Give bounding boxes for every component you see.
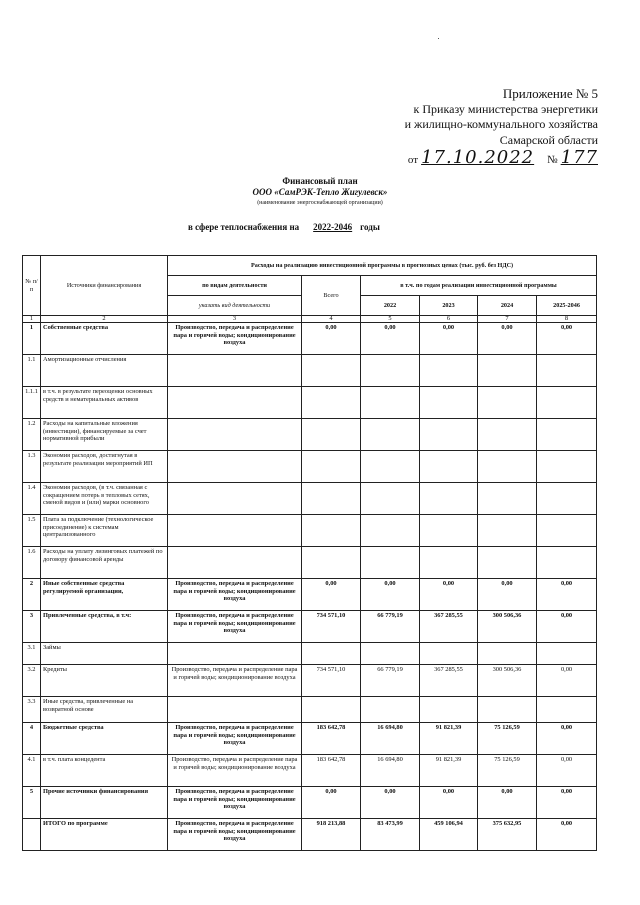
row-activity [168, 451, 302, 483]
year-2024-value [478, 643, 537, 665]
total-value [302, 515, 361, 547]
table-row [23, 723, 597, 755]
header-year-2025-2046: 2025-2046 [537, 296, 597, 316]
table-row [23, 819, 597, 851]
table-row [23, 787, 597, 819]
col-index: 6 [420, 316, 478, 323]
row-number: 1.4 [23, 483, 41, 515]
date-prefix: от [407, 154, 419, 166]
year-2024-value: 300 506,36 [478, 611, 537, 643]
year-2024-value: 75 126,59 [478, 723, 537, 755]
row-number: 1.6 [23, 547, 41, 579]
header-year-2023: 2023 [420, 296, 478, 316]
year-2022-value [361, 451, 420, 483]
year-2024-value [478, 483, 537, 515]
header-years: в т.ч. по годам реализации инвестиционной программы [361, 276, 597, 296]
annex-block [405, 86, 598, 169]
total-value [302, 451, 361, 483]
handwritten-number: 177 [560, 147, 598, 168]
table-row [23, 387, 597, 419]
row-activity [168, 643, 302, 665]
row-source-name: Прочие источники финансирования [41, 787, 168, 819]
header-costs: Расходы на реализацию инвестиционной программы в прогнозных ценах (тыс. руб. без НДС) [168, 256, 597, 276]
total-value: 0,00 [302, 323, 361, 355]
year-2023-value: 367 285,55 [420, 611, 478, 643]
year-2023-value [420, 451, 478, 483]
year-2024-value [478, 387, 537, 419]
year-2025-2046-value [537, 515, 597, 547]
total-value: 183 642,78 [302, 755, 361, 787]
row-activity [168, 355, 302, 387]
header-total: Всего [302, 276, 361, 316]
row-source-name: Иные собственные средства регулируемой организации, [41, 579, 168, 611]
year-2023-value [420, 483, 478, 515]
table-row [23, 483, 597, 515]
year-2025-2046-value: 0,00 [537, 787, 597, 819]
header-activity-hint: указать вид деятельности [168, 296, 302, 316]
year-2025-2046-value [537, 547, 597, 579]
row-number: 2 [23, 579, 41, 611]
row-number: 1.1.1 [23, 387, 41, 419]
row-activity: Производство, передача и распределение пара и горячей воды; кондиционирование воздуха [168, 787, 302, 819]
row-source-name: Расходы на уплату лизинговых платежей по договору финансовой аренды [41, 547, 168, 579]
year-2025-2046-value [537, 697, 597, 723]
year-2024-value [478, 697, 537, 723]
year-2023-value: 459 106,94 [420, 819, 478, 851]
title-block [0, 176, 640, 209]
year-2024-value [478, 451, 537, 483]
total-value [302, 419, 361, 451]
org-hint: (наименование энергоснабжающей организации) [257, 200, 383, 206]
row-source-name: Экономия расходов, (в т.ч. связанная с сокращением потерь в тепловых сетях, сменой видов и (или) марки основного [41, 483, 168, 515]
row-number: 3.1 [23, 643, 41, 665]
annex-line2: к Приказу министерства энергетики [413, 101, 598, 116]
scan-speck [438, 38, 439, 39]
year-2022-value: 83 473,99 [361, 819, 420, 851]
year-2023-value [420, 387, 478, 419]
year-2023-value: 91 821,39 [420, 755, 478, 787]
sphere-line [188, 222, 380, 232]
year-2024-value: 75 126,59 [478, 755, 537, 787]
col-index: 3 [168, 316, 302, 323]
row-activity: Производство, передача и распределение пара и горячей воды; кондиционирование воздуха [168, 723, 302, 755]
row-source-name: Бюджетные средства [41, 723, 168, 755]
year-2025-2046-value: 0,00 [537, 723, 597, 755]
total-value [302, 547, 361, 579]
header-source: Источники финансирования [41, 256, 168, 316]
year-2023-value [420, 547, 478, 579]
total-value [302, 697, 361, 723]
year-2024-value: 0,00 [478, 787, 537, 819]
year-2025-2046-value [537, 451, 597, 483]
year-2022-value [361, 547, 420, 579]
year-2022-value [361, 697, 420, 723]
table-row [23, 643, 597, 665]
row-source-name: Амортизационные отчисления [41, 355, 168, 387]
year-2024-value [478, 419, 537, 451]
year-2024-value [478, 355, 537, 387]
row-source-name: Экономия расходов, достигнутая в результате реализации мероприятий ИП [41, 451, 168, 483]
finance-table [22, 255, 597, 851]
col-index: 4 [302, 316, 361, 323]
year-2025-2046-value [537, 419, 597, 451]
year-2023-value: 0,00 [420, 579, 478, 611]
row-source-name: в т.ч. в результате переоценки основных средств и нематериальных активов [41, 387, 168, 419]
year-2022-value [361, 643, 420, 665]
table-row [23, 419, 597, 451]
row-source-name: в т.ч. плата концедента [41, 755, 168, 787]
year-2022-value: 0,00 [361, 579, 420, 611]
total-value: 918 213,88 [302, 819, 361, 851]
years-word: годы [360, 222, 380, 232]
row-source-name: Расходы на капитальные вложения (инвестиции), финансируемые за счет нормативной прибыли [41, 419, 168, 451]
row-activity [168, 515, 302, 547]
table-row [23, 547, 597, 579]
row-source-name: Кредиты [41, 665, 168, 697]
year-2024-value: 300 506,36 [478, 665, 537, 697]
header-year-2024: 2024 [478, 296, 537, 316]
col-index: 7 [478, 316, 537, 323]
table-body [23, 323, 597, 851]
header-num: № п/п [23, 256, 41, 316]
year-2022-value: 0,00 [361, 787, 420, 819]
org-name: ООО «СамРЭК-Тепло Жигулевск» [252, 187, 388, 197]
row-number: 3.2 [23, 665, 41, 697]
row-number: 4.1 [23, 755, 41, 787]
col-index: 2 [41, 316, 168, 323]
col-index: 1 [23, 316, 41, 323]
table-row [23, 355, 597, 387]
year-2025-2046-value: 0,00 [537, 579, 597, 611]
header-year-2022: 2022 [361, 296, 420, 316]
year-2022-value: 66 779,19 [361, 611, 420, 643]
row-activity: Производство, передача и распределение пара и горячей воды; кондиционирование воздуха [168, 819, 302, 851]
row-activity: Производство, передача и распределение пара и горячей воды; кондиционирование воздуха [168, 665, 302, 697]
year-2022-value: 66 779,19 [361, 665, 420, 697]
year-2025-2046-value: 0,00 [537, 755, 597, 787]
row-activity [168, 697, 302, 723]
year-2022-value [361, 515, 420, 547]
annex-line4: Самарской области [499, 132, 598, 147]
year-2025-2046-value: 0,00 [537, 665, 597, 697]
sphere-text: в сфере теплоснабжения на [188, 222, 300, 232]
row-activity: Производство, передача и распределение пара и горячей воды; кондиционирование воздуха [168, 611, 302, 643]
period: 2022-2046 [313, 222, 353, 232]
table-row [23, 323, 597, 355]
table-row [23, 611, 597, 643]
year-2023-value [420, 515, 478, 547]
total-value [302, 483, 361, 515]
year-2023-value: 0,00 [420, 787, 478, 819]
row-source-name: Собственные средства [41, 323, 168, 355]
row-activity [168, 483, 302, 515]
year-2023-value [420, 697, 478, 723]
year-2023-value [420, 355, 478, 387]
year-2024-value: 0,00 [478, 579, 537, 611]
year-2023-value: 0,00 [420, 323, 478, 355]
row-number: 1 [23, 323, 41, 355]
year-2022-value [361, 355, 420, 387]
row-number: 1.1 [23, 355, 41, 387]
year-2025-2046-value: 0,00 [537, 819, 597, 851]
row-source-name: Плата за подключение (технологическое присоединение) к системам централизованного [41, 515, 168, 547]
row-activity: Производство, передача и распределение пара и горячей воды; кондиционирование воздуха [168, 755, 302, 787]
col-index: 8 [537, 316, 597, 323]
table-row [23, 451, 597, 483]
row-source-name: Займы [41, 643, 168, 665]
table-row [23, 697, 597, 723]
total-value [302, 643, 361, 665]
number-prefix: № [547, 154, 558, 166]
row-activity: Производство, передача и распределение пара и горячей воды; кондиционирование воздуха [168, 323, 302, 355]
year-2023-value: 91 821,39 [420, 723, 478, 755]
row-activity [168, 419, 302, 451]
annex-line3: и жилищно-коммунального хозяйства [404, 117, 598, 131]
year-2024-value: 375 632,95 [478, 819, 537, 851]
total-value: 183 642,78 [302, 723, 361, 755]
table-row [23, 579, 597, 611]
year-2022-value: 16 694,80 [361, 755, 420, 787]
annex-line1: Приложение № 5 [502, 86, 598, 101]
year-2024-value: 0,00 [478, 323, 537, 355]
row-number: 5 [23, 787, 41, 819]
year-2022-value: 0,00 [361, 323, 420, 355]
year-2023-value [420, 419, 478, 451]
row-number: 1.5 [23, 515, 41, 547]
row-number: 3.3 [23, 697, 41, 723]
header-activity: по видам деятельности [168, 276, 302, 296]
year-2022-value [361, 419, 420, 451]
row-source-name: Привлеченные средства, в т.ч: [41, 611, 168, 643]
year-2025-2046-value [537, 355, 597, 387]
year-2025-2046-value [537, 483, 597, 515]
year-2025-2046-value: 0,00 [537, 611, 597, 643]
row-activity [168, 387, 302, 419]
table-row [23, 515, 597, 547]
year-2023-value: 367 285,55 [420, 665, 478, 697]
total-value: 0,00 [302, 787, 361, 819]
row-number: 3 [23, 611, 41, 643]
year-2022-value: 16 694,80 [361, 723, 420, 755]
total-value: 734 571,10 [302, 611, 361, 643]
year-2025-2046-value: 0,00 [537, 323, 597, 355]
row-number: 1.3 [23, 451, 41, 483]
row-source-name: Иные средства, привлеченные на возвратной основе [41, 697, 168, 723]
table-row [23, 665, 597, 697]
table-row [23, 755, 597, 787]
total-value [302, 387, 361, 419]
year-2025-2046-value [537, 387, 597, 419]
year-2025-2046-value [537, 643, 597, 665]
column-index-row [23, 316, 597, 323]
total-value [302, 355, 361, 387]
handwritten-date: 17.10.2022 [421, 147, 535, 168]
total-value: 0,00 [302, 579, 361, 611]
year-2024-value [478, 515, 537, 547]
order-date-number [405, 147, 598, 169]
year-2023-value [420, 643, 478, 665]
row-number: 4 [23, 723, 41, 755]
row-source-name: ИТОГО по программе [41, 819, 168, 851]
doc-title: Финансовый план [282, 176, 358, 186]
row-activity: Производство, передача и распределение пара и горячей воды; кондиционирование воздуха [168, 579, 302, 611]
row-activity [168, 547, 302, 579]
col-index: 5 [361, 316, 420, 323]
row-number: 1.2 [23, 419, 41, 451]
year-2022-value [361, 483, 420, 515]
total-value: 734 571,10 [302, 665, 361, 697]
year-2024-value [478, 547, 537, 579]
year-2022-value [361, 387, 420, 419]
row-number [23, 819, 41, 851]
